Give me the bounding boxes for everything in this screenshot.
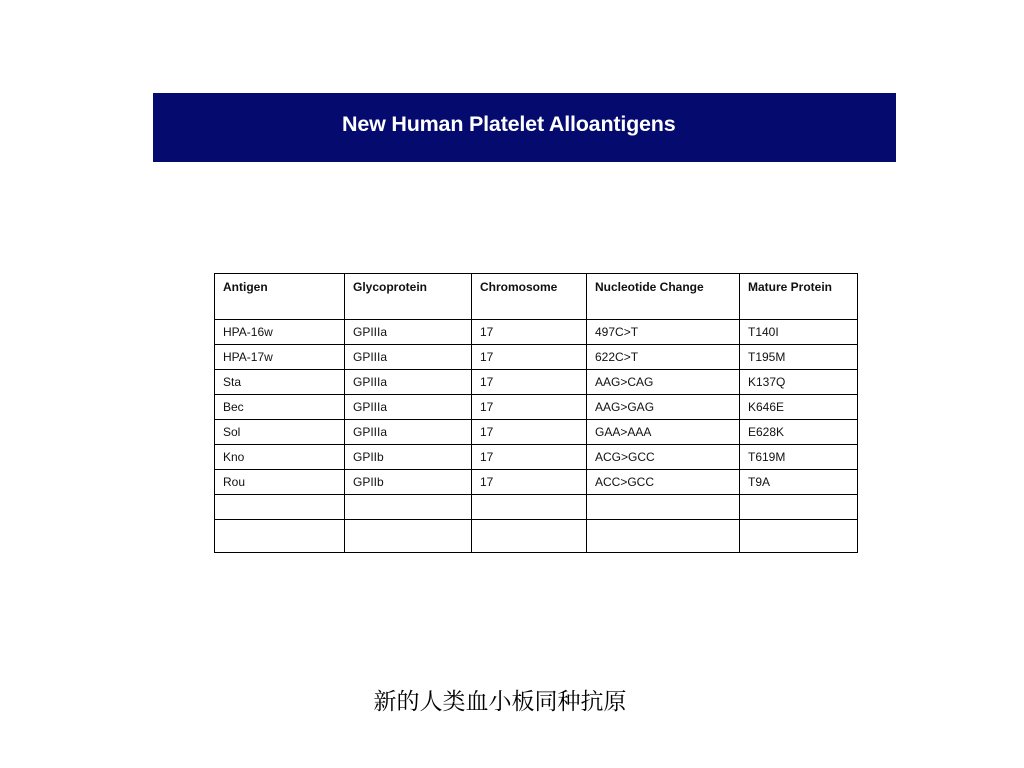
cell-chromosome: 17 <box>472 345 587 370</box>
table-row <box>215 420 858 445</box>
table-row <box>215 445 858 470</box>
cell-nucleotide-change: ACC>GCC <box>587 470 740 495</box>
cell-chromosome: 17 <box>472 420 587 445</box>
header-mature-protein: Mature Protein <box>740 274 858 320</box>
slide-title: New Human Platelet Alloantigens <box>342 112 676 136</box>
cell-glycoprotein: GPIIIa <box>345 395 472 420</box>
cell-nucleotide-change: ACG>GCC <box>587 445 740 470</box>
cell-antigen: Sta <box>215 370 345 395</box>
cell-empty <box>587 520 740 553</box>
table-row <box>215 395 858 420</box>
table-row-empty <box>215 495 858 520</box>
slide-caption: 新的人类血小板同种抗原 <box>373 689 627 715</box>
cell-empty <box>740 520 858 553</box>
table-row <box>215 320 858 345</box>
cell-nucleotide-change: AAG>CAG <box>587 370 740 395</box>
cell-mature-protein: K646E <box>740 395 858 420</box>
cell-chromosome: 17 <box>472 445 587 470</box>
cell-glycoprotein: GPIIIa <box>345 320 472 345</box>
table-row-empty <box>215 520 858 553</box>
cell-nucleotide-change: GAA>AAA <box>587 420 740 445</box>
cell-empty <box>472 495 587 520</box>
cell-mature-protein: T619M <box>740 445 858 470</box>
table-header-row <box>215 274 858 320</box>
cell-empty <box>740 495 858 520</box>
cell-glycoprotein: GPIIIa <box>345 420 472 445</box>
title-banner <box>153 93 896 162</box>
cell-chromosome: 17 <box>472 320 587 345</box>
table-row <box>215 345 858 370</box>
cell-antigen: Kno <box>215 445 345 470</box>
cell-mature-protein: T195M <box>740 345 858 370</box>
cell-glycoprotein: GPIIIa <box>345 370 472 395</box>
cell-antigen: Sol <box>215 420 345 445</box>
cell-glycoprotein: GPIIIa <box>345 345 472 370</box>
cell-empty <box>215 495 345 520</box>
cell-empty <box>472 520 587 553</box>
antigen-table <box>214 273 858 553</box>
cell-antigen: Rou <box>215 470 345 495</box>
cell-mature-protein: E628K <box>740 420 858 445</box>
cell-nucleotide-change: 497C>T <box>587 320 740 345</box>
cell-glycoprotein: GPIIb <box>345 470 472 495</box>
cell-empty <box>345 495 472 520</box>
cell-mature-protein: K137Q <box>740 370 858 395</box>
cell-mature-protein: T9A <box>740 470 858 495</box>
cell-empty <box>215 520 345 553</box>
header-antigen: Antigen <box>215 274 345 320</box>
cell-chromosome: 17 <box>472 370 587 395</box>
header-chromosome: Chromosome <box>472 274 587 320</box>
cell-antigen: HPA-17w <box>215 345 345 370</box>
table-row <box>215 470 858 495</box>
cell-chromosome: 17 <box>472 395 587 420</box>
cell-empty <box>345 520 472 553</box>
cell-chromosome: 17 <box>472 470 587 495</box>
cell-glycoprotein: GPIIb <box>345 445 472 470</box>
cell-nucleotide-change: 622C>T <box>587 345 740 370</box>
cell-antigen: HPA-16w <box>215 320 345 345</box>
table-row <box>215 370 858 395</box>
cell-empty <box>587 495 740 520</box>
header-nucleotide-change: Nucleotide Change <box>587 274 740 320</box>
cell-mature-protein: T140I <box>740 320 858 345</box>
cell-nucleotide-change: AAG>GAG <box>587 395 740 420</box>
cell-antigen: Bec <box>215 395 345 420</box>
header-glycoprotein: Glycoprotein <box>345 274 472 320</box>
